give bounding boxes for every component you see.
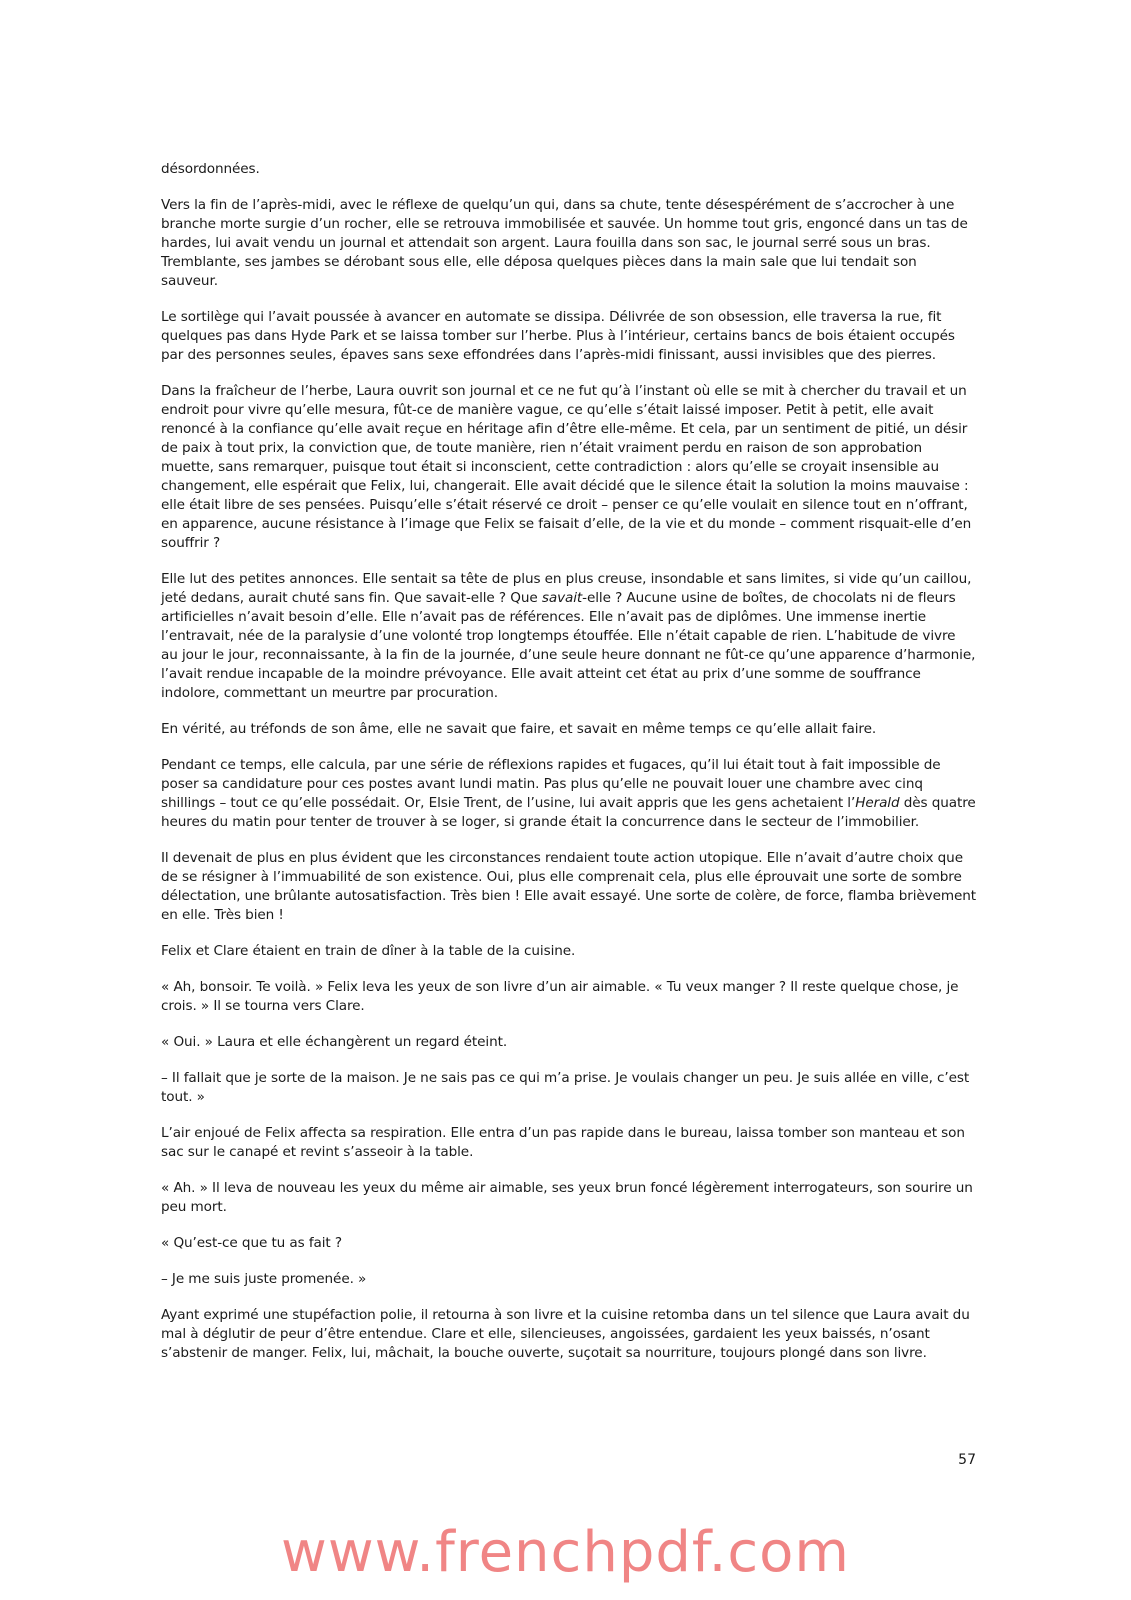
paragraph-12: – Il fallait que je sorte de la maison. Je ne sais pas ce qui m’a prise. Je voulais changer un peu. Je suis allée en ville, c’est tout. » [161, 1070, 970, 1105]
paragraph-9: Felix et Clare étaient en train de dîner à la table de la cuisine. [161, 943, 576, 959]
paragraph-4: Dans la fraîcheur de l’herbe, Laura ouvrit son journal et ce ne fut qu’à l’instant où elle se mit à chercher du travail et un endroit pour vivre qu’elle mesura, fût-ce de manière vague, ce qu’elle s’était laissé imposer. Petit à petit, elle avait renoncé à la confiance qu’elle avait reçue en héritage afin d’être elle-même. Et cela, par un sentiment de pitié, un désir de paix à tout prix, la conviction que, de toute manière, rien n’était vraiment perdu en raison de son approbation muette, sans remarquer, puisque tout était si inconscient, cette contradiction : alors qu’elle se croyait insensible au changement, elle espérait que Felix, lui, changerait. Elle avait décidé que le silence était la solution la moins mauvaise : elle était libre de ses pensées. Puisqu’elle s’était réservé ce droit – penser ce qu’elle voulait en silence tout en n’offrant, en apparence, aucune résistance à l’image que Felix se faisait d’elle, de la vie et du monde – comment risquait-elle d’en souffrir ? [161, 383, 972, 551]
paragraph-7-part-2: dès quatre heures du matin pour tenter de trouver à se loger, si grande était la concurrence dans le secteur de l’immobilier. [161, 795, 976, 830]
watermark-url: www.frenchpdf.com [281, 1520, 850, 1585]
paragraph-15: « Qu’est-ce que tu as fait ? [161, 1235, 343, 1251]
page-number: 57 [958, 1452, 976, 1468]
paragraph-7-emphasis: Herald [855, 795, 900, 811]
paragraph-2: Vers la fin de l’après-midi, avec le réflexe de quelqu’un qui, dans sa chute, tente désespérément de s’accrocher à une branche morte surgie d’un rocher, elle se retrouva immobilisée et sauvée. Un homme tout gris, engoncé dans un tas de hardes, lui avait vendu un journal et attendait son argent. Laura fouilla dans son sac, le journal serré sous un bras. Tremblante, ses jambes se dérobant sous elle, elle déposa quelques pièces dans la main sale que lui tendait son sauveur. [161, 197, 968, 289]
paragraph-10: « Ah, bonsoir. Te voilà. » Felix leva les yeux de son livre d’un air aimable. « Tu veux manger ? Il reste quelque chose, je crois. » Il se tourna vers Clare. [161, 979, 959, 1014]
paragraph-16: – Je me suis juste promenée. » [161, 1271, 367, 1287]
paragraph-11: « Oui. » Laura et elle échangèrent un regard éteint. [161, 1034, 508, 1050]
paragraph-5-emphasis: savait [541, 590, 583, 606]
paragraph-7-part-1: Pendant ce temps, elle calcula, par une série de réflexions rapides et fugaces, qu’il lui était tout à fait impossible de poser sa candidature pour ces postes avant lundi matin. Pas plus qu’elle ne pouvait louer une chambre avec cinq shillings – tout ce qu’elle possédait. Or, Elsie Trent, de l’usine, lui avait appris que les gens achetaient l’ [161, 757, 941, 811]
page-body [161, 160, 976, 1380]
paragraph-5-part-2: -elle ? Aucune usine de boîtes, de chocolats ni de fleurs artificielles n’avait besoin d’elle. Elle n’avait pas de références. Elle n’avait pas de diplômes. Une immense inertie l’entravait, née de la paralysie d’une volonté trop longtemps étouffée. Elle n’était capable de rien. L’habitude de vivre au jour le jour, reconnaissante, à la fin de la journée, d’une seule heure donnant ne fût-ce qu’une apparence d’harmonie, l’avait rendue incapable de la moindre prévoyance. Elle avait atteint cet état au prix d’une somme de souffrance indolore, commettant un meurtre par procuration. [161, 590, 976, 701]
paragraph-14: « Ah. » Il leva de nouveau les yeux du même air aimable, ses yeux brun foncé légèrement interrogateurs, son sourire un peu mort. [161, 1180, 973, 1215]
paragraph-6: En vérité, au tréfonds de son âme, elle ne savait que faire, et savait en même temps ce qu’elle allait faire. [161, 721, 877, 737]
paragraph-8: Il devenait de plus en plus évident que les circonstances rendaient toute action utopique. Elle n’avait d’autre choix que de se résigner à l’immuabilité de son existence. Oui, plus elle comprenait cela, plus elle éprouvait une sorte de sombre délectation, une brûlante autosatisfaction. Très bien ! Elle avait essayé. Une sorte de colère, de force, flamba brièvement en elle. Très bien ! [161, 850, 977, 923]
paragraph-7 [161, 756, 976, 832]
paragraph-17: Ayant exprimé une stupéfaction polie, il retourna à son livre et la cuisine retomba dans un tel silence que Laura avait du mal à déglutir de peur d’être entendue. Clare et elle, silencieuses, angoissées, gardaient les yeux baissés, n’osant s’abstenir de manger. Felix, lui, mâchait, la bouche ouverte, suçotait sa nourriture, toujours plongé dans son livre. [161, 1307, 970, 1361]
paragraph-5-part-1: Elle lut des petites annonces. Elle sentait sa tête de plus en plus creuse, insondable et sans limites, si vide qu’un caillou, jeté dedans, aurait chuté sans fin. Que savait-elle ? Que [161, 571, 972, 606]
paragraph-1: désordonnées. [161, 161, 260, 177]
paragraph-3: Le sortilège qui l’avait poussée à avancer en automate se dissipa. Délivrée de son obsession, elle traversa la rue, fit quelques pas dans Hyde Park et se laissa tomber sur l’herbe. Plus à l’intérieur, certains bancs de bois étaient occupés par des personnes seules, épaves sans sexe effondrées dans l’après-midi finissant, aussi invisibles que des pierres. [161, 309, 955, 363]
paragraph-5 [161, 570, 976, 703]
paragraph-13: L’air enjoué de Felix affecta sa respiration. Elle entra d’un pas rapide dans le bureau, laissa tomber son manteau et son sac sur le canapé et revint s’asseoir à la table. [161, 1125, 965, 1160]
